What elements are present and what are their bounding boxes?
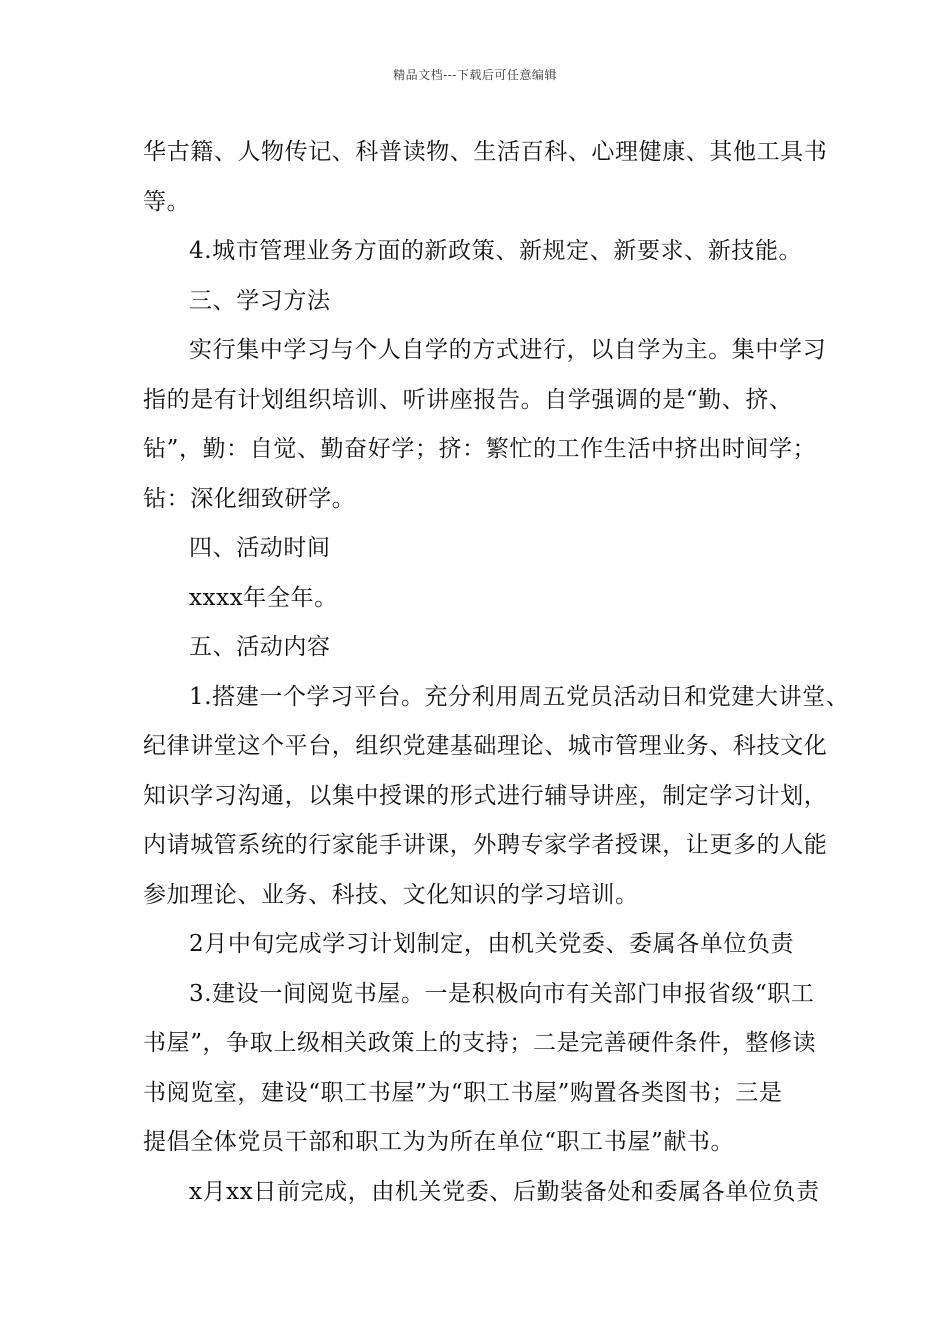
text-line: 等。 [143, 188, 191, 215]
text-line: 提倡全体党员干部和职工为为所在单位“职工书屋”献书。 [143, 1129, 735, 1155]
text-line: 华古籍、人物传记、科普读物、生活百科、心理健康、其他工具书 [143, 139, 828, 165]
text-line: 知识学习沟通，以集中授课的形式进行辅导讲座，制定学习计划， [143, 782, 828, 809]
section-heading: 五、活动内容 [189, 634, 331, 660]
text-line: 指的是有计划组织培训、听讲座报告。自学强调的是“勤、挤、 [143, 386, 793, 413]
text-line: 钻”，勤：自觉、勤奋好学；挤：繁忙的工作生活中挤出时间学； [143, 436, 817, 462]
document-body [143, 128, 850, 1217]
list-item: 1.搭建一个学习平台。充分利用周五党员活动日和党建大讲堂、 [189, 683, 850, 710]
list-item: 4.城市管理业务方面的新政策、新规定、新要求、新技能。 [189, 238, 803, 264]
text-line: 纪律讲堂这个平台，组织党建基础理论、城市管理业务、科技文化 [143, 733, 828, 759]
text-line: 参加理论、业务、科技、文化知识的学习培训。 [143, 881, 639, 908]
text-line: 书阅览室，建设“职工书屋”为“职工书屋”购置各类图书；三是 [143, 1079, 783, 1106]
page-header: 精品文档---下载后可任意编辑 [393, 68, 557, 82]
text-line: 书屋”，争取上级相关政策上的支持；二是完善硬件条件，整修读 [143, 1030, 817, 1056]
paragraph-start: 实行集中学习与个人自学的方式进行，以自学为主。集中学习 [189, 337, 827, 363]
paragraph-start: 2月中旬完成学习计划制定，由机关党委、委属各单位负责 [189, 931, 795, 957]
section-heading: 四、活动时间 [189, 535, 331, 561]
section-heading: 三、学习方法 [189, 287, 331, 314]
text-line: 内请城管系统的行家能手讲课，外聘专家学者授课，让更多的人能 [143, 832, 828, 858]
text-line: 钻：深化细致研学。 [143, 485, 356, 512]
paragraph-start: x月xx日前完成，由机关党委、后勤装备处和委属各单位负责 [189, 1178, 820, 1205]
list-item: 3.建设一间阅览书屋。一是积极向市有关部门申报省级“职工 [189, 980, 815, 1007]
paragraph-start: xxxx年全年。 [189, 584, 338, 611]
